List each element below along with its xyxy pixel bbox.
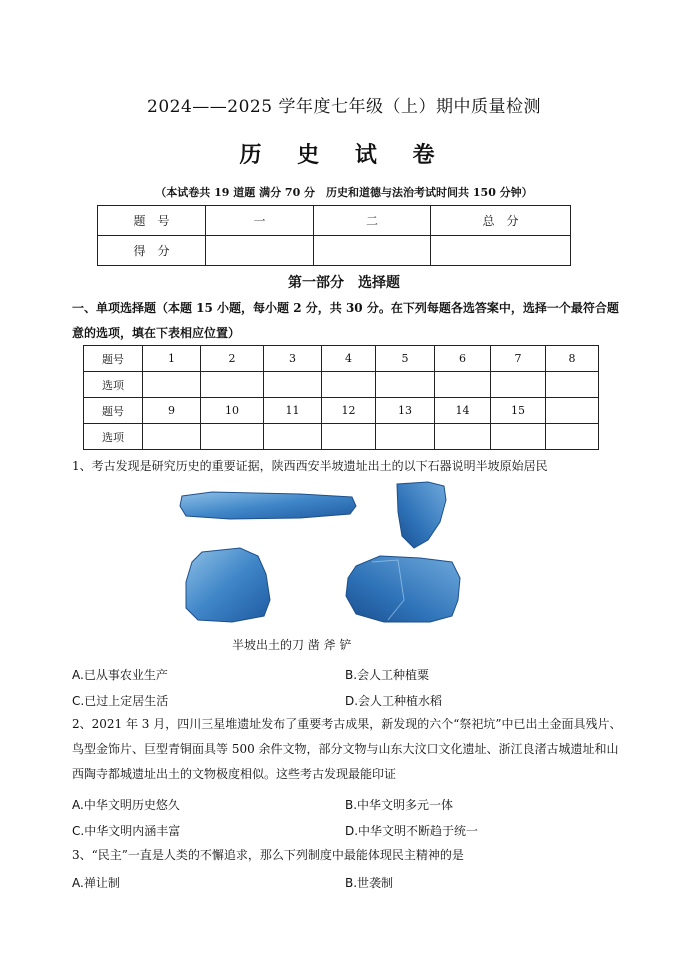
question-number-cell: 7 xyxy=(491,346,546,372)
question-1-option-b[interactable]: B.会人工种植粟 xyxy=(345,668,430,682)
score-table-header-cell: 总 分 xyxy=(431,206,571,236)
stone-axe-icon xyxy=(186,548,270,622)
question-1-option-c[interactable]: C.已过上定居生活 xyxy=(72,694,169,708)
question-3-stem: 3、“民主”一直是人类的不懈追求，那么下列制度中最能体现民主精神的是 xyxy=(72,848,464,862)
question-2-option-b[interactable]: B.中华文明多元一体 xyxy=(345,798,454,812)
score-label-cell: 得 分 xyxy=(98,236,206,266)
question-number-cell: 15 xyxy=(491,398,546,424)
stone-knife-icon xyxy=(180,492,356,519)
question-2-option-d[interactable]: D.中华文明不断趋于统一 xyxy=(345,824,479,838)
question-1-stem: 1、考古发现是研究历史的重要证据，陕西西安半坡遗址出土的以下石器说明半坡原始居民 xyxy=(72,459,548,473)
question-2-option-c[interactable]: C.中华文明内涵丰富 xyxy=(72,824,181,838)
question-number-cell: 6 xyxy=(435,346,491,372)
question-3-option-a[interactable]: A.禅让制 xyxy=(72,876,120,890)
question-number-cell: 12 xyxy=(322,398,376,424)
question-2-stem: 2、2021 年 3 月，四川三星堆遗址发布了重要考古成果，新发现的六个“祭祀坑”中已出土金面具残片、鸟型金饰片、巨型青铜面具等 500 余件文物，部分文物与山东大汶口文化遗址、浙江良渚古城遗址和山西陶寺都城遗址出土的文物极度相似。这些考古发现最能印证 xyxy=(72,717,622,781)
question-number-cell: 10 xyxy=(201,398,264,424)
stone-chisel-icon xyxy=(397,482,446,548)
question-number-cell: 8 xyxy=(546,346,599,372)
question-1-option-a[interactable]: A.已从事农业生产 xyxy=(72,668,168,682)
question-2-option-a[interactable]: A.中华文明历史悠久 xyxy=(72,798,180,812)
answer-row-label: 选项 xyxy=(84,424,143,450)
question-number-cell: 3 xyxy=(264,346,322,372)
answer-row-label: 题号 xyxy=(84,346,143,372)
question-number-cell: 4 xyxy=(322,346,376,372)
answer-row-label: 选项 xyxy=(84,372,143,398)
question-number-cell: 13 xyxy=(376,398,435,424)
exam-note: （本试卷共 19 道题 满分 70 分 历史和道德与法治考试时间共 150 分钟） xyxy=(155,186,533,199)
question-number-cell: 1 xyxy=(143,346,201,372)
score-table-header-cell: 一 xyxy=(206,206,314,236)
section-intro: 一、单项选择题（本题 15 小题，每小题 2 分，共 30 分。在下列每题各选答案中，选择一个最符合题意的选项，填在下表相应位置） xyxy=(72,301,619,340)
exam-title: 2024——2025 学年度七年级（上）期中质量检测 xyxy=(147,97,541,117)
question-number-cell: 5 xyxy=(376,346,435,372)
question-1-option-d[interactable]: D.会人工种植水稻 xyxy=(345,694,443,708)
stone-spade-icon xyxy=(346,556,460,622)
score-table-header-cell: 二 xyxy=(314,206,431,236)
question-number-cell: 11 xyxy=(264,398,322,424)
question-number-cell: 14 xyxy=(435,398,491,424)
question-number-cell: 2 xyxy=(201,346,264,372)
score-table-header-cell: 题 号 xyxy=(98,206,206,236)
question-number-cell: 9 xyxy=(143,398,201,424)
part-heading: 第一部分 选择题 xyxy=(288,275,400,291)
question-3-option-b[interactable]: B.世袭制 xyxy=(345,876,394,890)
answer-row-label: 题号 xyxy=(84,398,143,424)
subject-title: 历 史 试 卷 xyxy=(239,142,449,168)
image-caption: 半坡出土的刀 凿 斧 铲 xyxy=(232,638,352,652)
